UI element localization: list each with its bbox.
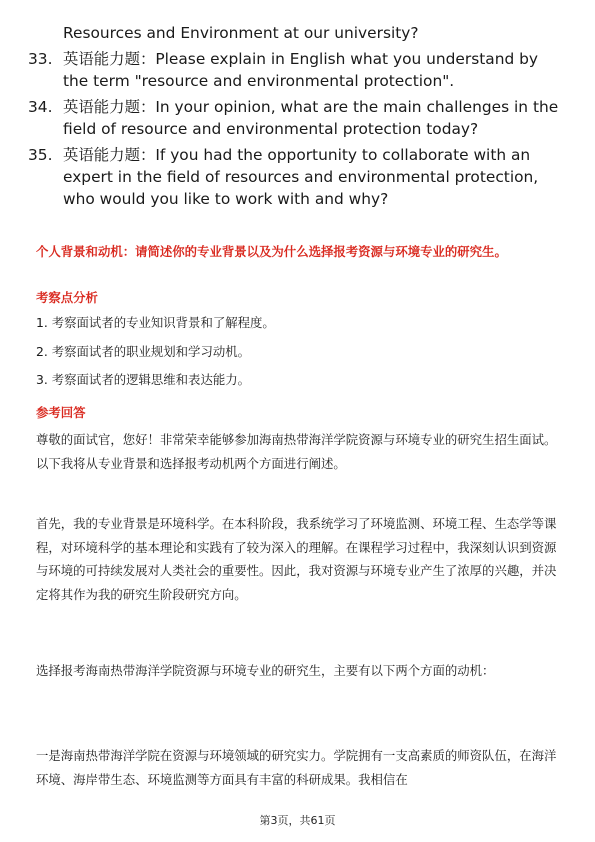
question-text: 英语能力题：In your opinion, what are the main challenges in the field of resource and environmental protection today? — [63, 98, 559, 138]
answer-paragraph: 首先，我的专业背景是环境科学。在本科阶段，我系统学习了环境监测、环境工程、生态学等课程，对环境科学的基本理论和实践有了较为深入的理解。在课程学习过程中，我深刻认识到资源与环境的可持续发展对人类社会的重要性。因此，我对资源与环境专业产生了浓厚的兴趣，并决定将其作为我的研究生阶段研究方向。 — [36, 516, 557, 602]
question-text: Resources and Environment at our university? — [63, 24, 419, 42]
question-item — [28, 48, 568, 92]
question-item — [28, 144, 568, 210]
analysis-item: 2. 考察面试者的职业规划和学习动机。 — [36, 344, 251, 359]
question-text: 英语能力题：Please explain in English what you understand by the term "resource and environmental protection". — [63, 50, 538, 90]
section-heading: 个人背景和动机：请简述你的专业背景以及为什么选择报考资源与环境专业的研究生。 — [36, 244, 507, 259]
analysis-title: 考察点分析 — [36, 290, 98, 305]
question-text: 英语能力题：If you had the opportunity to collaborate with an expert in the field of resources and environmental protection, who would you like to work with and why? — [63, 146, 539, 208]
question-number: 33. — [28, 50, 53, 68]
question-item — [28, 96, 568, 140]
question-list — [28, 22, 568, 214]
question-number: 35. — [28, 146, 53, 164]
answer-paragraph: 一是海南热带海洋学院在资源与环境领域的研究实力。学院拥有一支高素质的师资队伍，在海洋环境、海岸带生态、环境监测等方面具有丰富的科研成果。我相信在 — [36, 748, 557, 787]
answer-title: 参考回答 — [36, 405, 86, 420]
answer-paragraph: 尊敬的面试官，您好！非常荣幸能够参加海南热带海洋学院资源与环境专业的研究生招生面试。以下我将从专业背景和选择报考动机两个方面进行阐述。 — [36, 432, 557, 471]
analysis-item: 1. 考察面试者的专业知识背景和了解程度。 — [36, 315, 275, 330]
analysis-item: 3. 考察面试者的逻辑思维和表达能力。 — [36, 372, 251, 387]
question-continuation — [28, 22, 568, 44]
page-number: 第3页，共61页 — [259, 814, 336, 827]
question-number: 34. — [28, 98, 53, 116]
answer-paragraph: 选择报考海南热带海洋学院资源与环境专业的研究生，主要有以下两个方面的动机： — [36, 663, 495, 678]
